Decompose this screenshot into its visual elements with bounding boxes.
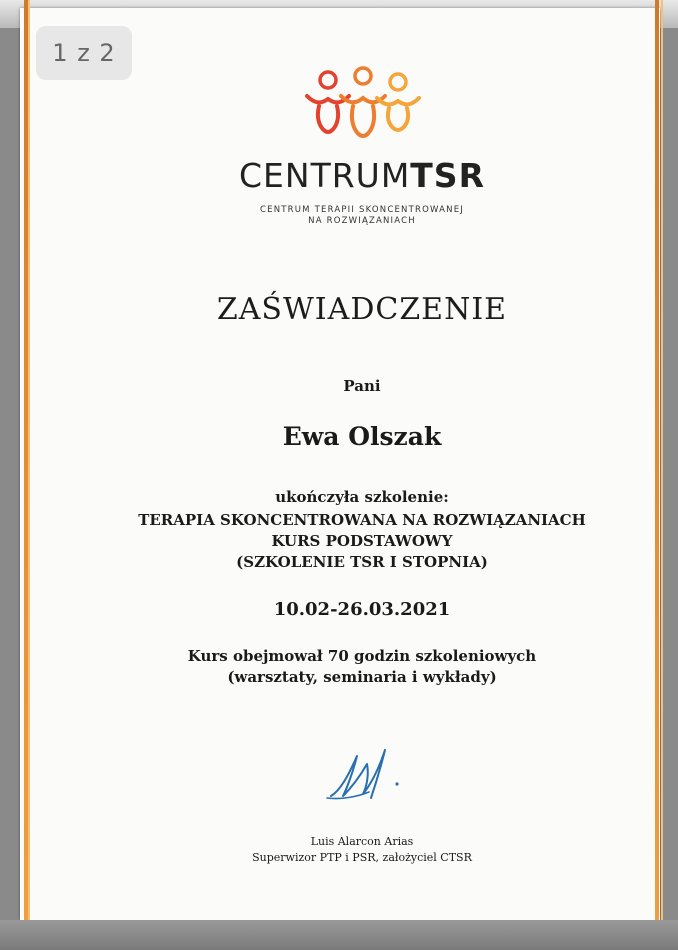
course-line: KURS PODSTAWOWY bbox=[271, 532, 453, 550]
brand-name bbox=[60, 156, 664, 195]
brand-name-bold: TSR bbox=[410, 156, 485, 195]
recipient-name: Ewa Olszak bbox=[282, 422, 442, 451]
salutation: Pani bbox=[343, 377, 381, 395]
right-border-stripe bbox=[655, 0, 659, 950]
course-dates: 10.02-26.03.2021 bbox=[273, 599, 451, 620]
page-counter: 1 z 2 bbox=[36, 26, 132, 80]
certificate-title: ZAŚWIADCZENIE bbox=[216, 292, 508, 327]
course-line: TERAPIA SKONCENTROWANA NA ROZWIĄZANIACH bbox=[138, 511, 586, 529]
course-line: (SZKOLENIE TSR I STOPNIA) bbox=[236, 553, 488, 571]
certificate-page bbox=[20, 8, 660, 920]
signer-name: Luis Alarcon Arias bbox=[310, 835, 414, 848]
completed-text: ukończyła szkolenie: bbox=[275, 488, 449, 506]
hours-line: Kurs obejmował 70 godzin szkoleniowych bbox=[187, 647, 537, 665]
brand-subtitle-line2: NA ROZWIĄZANIACH bbox=[308, 216, 416, 226]
right-border-stripe-light bbox=[661, 0, 663, 950]
left-border-stripe-light bbox=[28, 0, 30, 950]
brand-subtitle-line1: CENTRUM TERAPII SKONCENTROWANEJ bbox=[260, 205, 464, 215]
hours-detail-line: (warsztaty, seminaria i wykłady) bbox=[227, 668, 497, 686]
people-logo-icon bbox=[301, 66, 425, 142]
viewer-bottom-bar bbox=[0, 920, 678, 950]
handwritten-signature bbox=[323, 738, 413, 804]
signer-role: Superwizor PTP i PSR, założyciel CTSR bbox=[252, 851, 472, 864]
brand-name-light: CENTRUM bbox=[239, 156, 411, 195]
course-title bbox=[60, 510, 664, 573]
course-hours bbox=[60, 646, 664, 688]
signer-block bbox=[60, 834, 664, 866]
brand-subtitle bbox=[60, 205, 664, 227]
